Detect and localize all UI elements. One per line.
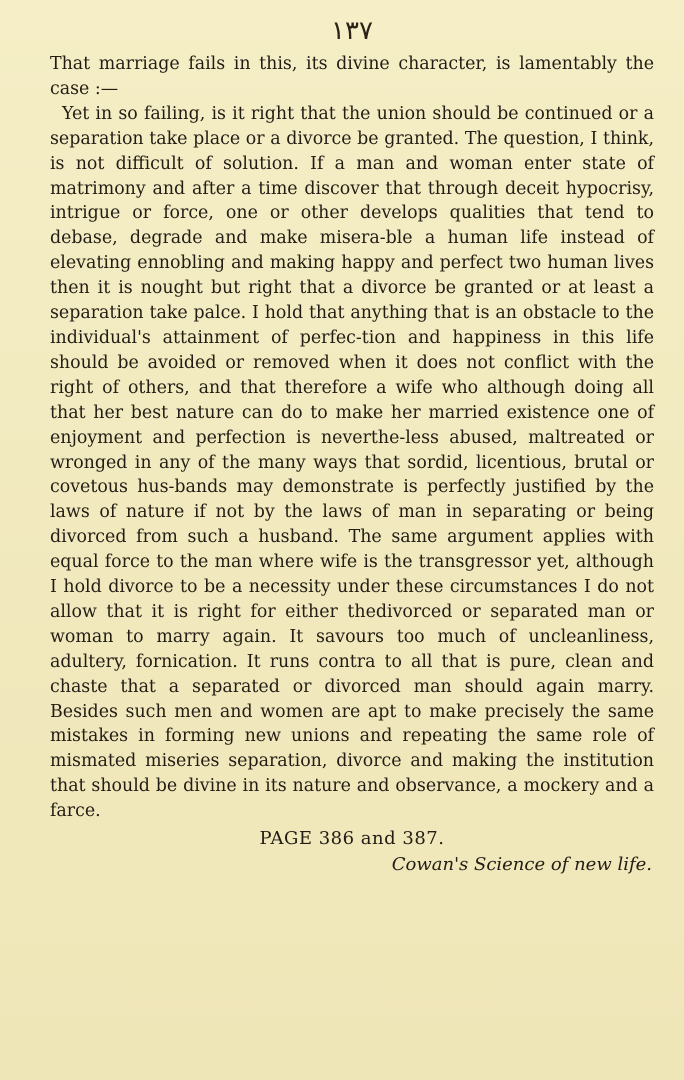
paragraph-intro: That marriage fails in this, its divine character, is lamentably the case :—	[50, 54, 654, 99]
page-number: ١٣٧	[331, 16, 373, 46]
article-body	[50, 52, 654, 824]
citation-pages: PAGE 386 and 387.	[259, 828, 445, 850]
citation-source: Cowan's Science of new life.	[391, 854, 652, 876]
paragraph-main: Yet in so failing, is it right that the union should be continued or a separation take place or a divorce be granted. The question, I think, is not difficult of solution. If a man and woman enter state of matrimony and after a time discover that through deceit hypocrisy, intrigue or force, one or other develops qualities that tend to debase, degrade and make misera-ble a human life instead of elevating ennobling and making happy and perfect two human lives then it is nought but right that a divorce be granted or at least a separation take palce. I hold that anything that is an obstacle to the individual's attainment of perfec-tion and happiness in this life should be avoided or removed when it does not conflict with the right of others, and that therefore a wife who although doing all that her best nature can do to make her married existence one of enjoyment and perfection is neverthe-less abused, maltreated or wronged in any of the many ways that sordid, licentious, brutal or covetous hus-bands may demonstrate is perfectly justified by the laws of nature if not by the laws of man in separating or being divorced from such a husband. The same argument applies with equal force to the man where wife is the transgressor yet, although I hold divorce to be a necessity under these circumstances I do not allow that it is right for either thedivorced or separated man or woman to marry again. It savours too much of uncleanliness, adultery, fornication. It runs contra to all that is pure, clean and chaste that a separated or divorced man should again marry. Besides such men and women are apt to make precisely the same mistakes in forming new unions and repeating the same role of mismated miseries separation, divorce and making the institution that should be divine in its nature and observance, a mockery and a farce.	[50, 103, 654, 822]
